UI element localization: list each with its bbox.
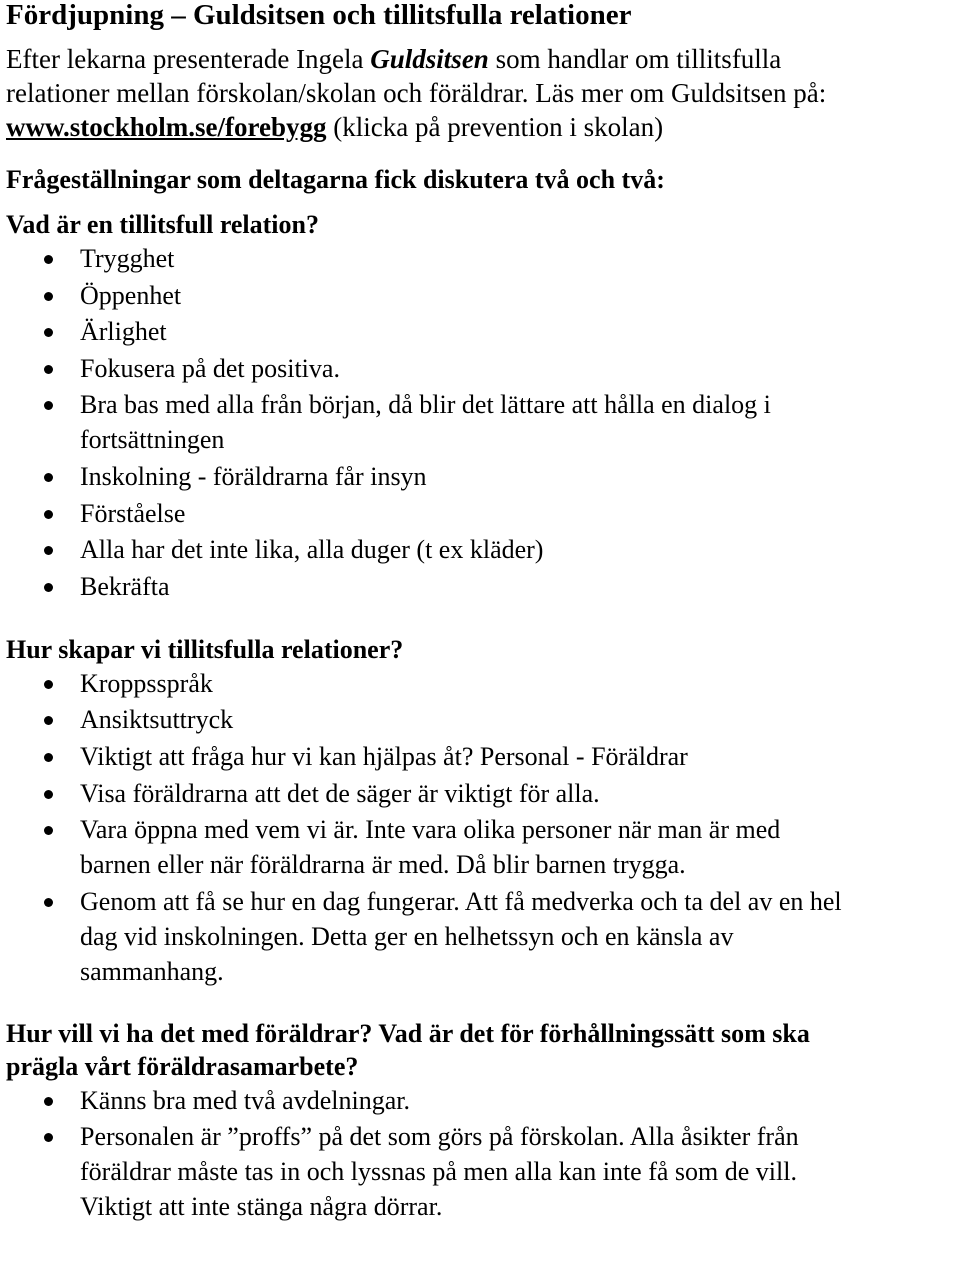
- bullet-list-3: [6, 1083, 960, 1225]
- list-item: Bra bas med alla från början, då blir det lättare att hålla en dialog i fortsättningen: [6, 387, 960, 457]
- intro-text-1: Efter lekarna presenterade Ingela: [6, 44, 371, 74]
- list-item: Vara öppna med vem vi är. Inte vara olika personer när man är med barnen eller när föräldrarna är med. Då blir barnen trygga.: [6, 812, 960, 882]
- list-item: Alla har det inte lika, alla duger (t ex kläder): [6, 532, 960, 567]
- stockholm-link[interactable]: www.stockholm.se/forebygg: [6, 112, 327, 142]
- intro-text-3: relationer mellan förskolan/skolan och föräldrar. Läs mer om Guldsitsen på:: [6, 78, 827, 108]
- bullet-icon: [44, 826, 53, 835]
- bullet-icon: [44, 401, 53, 410]
- bullet-list-2: [6, 666, 960, 989]
- document-page: [6, 0, 960, 1226]
- bullet-icon: [44, 790, 53, 799]
- guldsitsen-emphasis: Guldsitsen: [370, 44, 489, 74]
- list-item: Genom att få se hur en dag fungerar. Att få medverka och ta del av en hel dag vid inskolningen. Detta ger en helhetssyn och en känsla av sammanhang.: [6, 884, 960, 989]
- bullet-icon: [44, 583, 53, 592]
- page-title: Fördjupning – Guldsitsen och tillitsfulla relationer: [6, 0, 632, 31]
- bullet-icon: [44, 680, 53, 689]
- intro-text-2: som handlar om tillitsfulla: [488, 44, 782, 74]
- question-intro-heading: Frågeställningar som deltagarna fick diskutera två och två:: [6, 165, 665, 194]
- list-item: Kroppsspråk: [6, 666, 960, 701]
- bullet-icon: [44, 255, 53, 264]
- bullet-icon: [44, 546, 53, 555]
- bullet-icon: [44, 753, 53, 762]
- list-item: Förståelse: [6, 496, 960, 531]
- list-item: Bekräfta: [6, 569, 960, 604]
- list-item: Visa föräldrarna att det de säger är viktigt för alla.: [6, 776, 960, 811]
- list-item: Inskolning - föräldrarna får insyn: [6, 459, 960, 494]
- list-item: Viktigt att fråga hur vi kan hjälpas åt? Personal - Föräldrar: [6, 739, 960, 774]
- list-item: Personalen är ”proffs” på det som görs på förskolan. Alla åsikter från föräldrar måste tas in och lyssnas på men alla kan inte få som de vill. Viktigt att inte stänga några dörrar.: [6, 1119, 960, 1224]
- list-item: Öppenhet: [6, 278, 960, 313]
- bullet-icon: [44, 716, 53, 725]
- bullet-icon: [44, 328, 53, 337]
- section-heading-3: Hur vill vi ha det med föräldrar? Vad är det för förhållningssätt som ska prägla vårt föräldrasamarbete?: [6, 1018, 810, 1081]
- bullet-icon: [44, 292, 53, 301]
- bullet-icon: [44, 898, 53, 907]
- list-item: Ansiktsuttryck: [6, 702, 960, 737]
- bullet-icon: [44, 473, 53, 482]
- section-heading-1: Vad är en tillitsfull relation?: [6, 210, 319, 239]
- bullet-icon: [44, 510, 53, 519]
- bullet-icon: [44, 1097, 53, 1106]
- list-item: Känns bra med två avdelningar.: [6, 1083, 960, 1118]
- intro-paragraph: [6, 42, 960, 144]
- intro-text-4: (klicka på prevention i skolan): [326, 112, 664, 142]
- list-item: Trygghet: [6, 241, 960, 276]
- list-item: Fokusera på det positiva.: [6, 351, 960, 386]
- bullet-icon: [44, 365, 53, 374]
- bullet-icon: [44, 1133, 53, 1142]
- list-item: Ärlighet: [6, 314, 960, 349]
- bullet-list-1: [6, 241, 960, 604]
- section-heading-2: Hur skapar vi tillitsfulla relationer?: [6, 634, 404, 664]
